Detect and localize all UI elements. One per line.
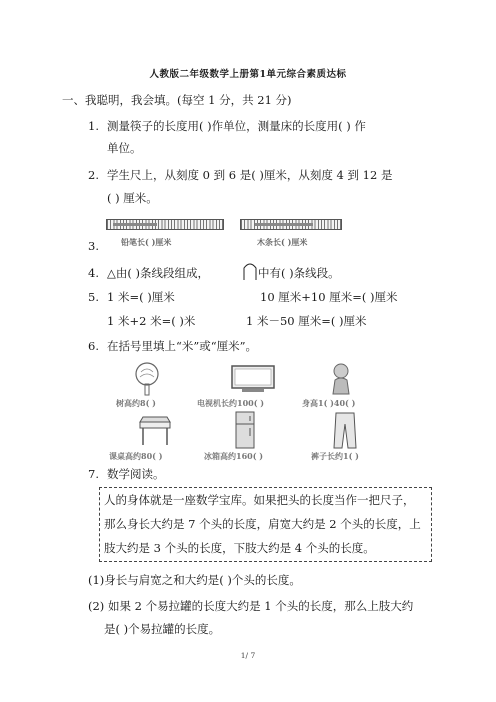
reading-passage-line: 肢大约是 3 个头的长度，下肢大约是 4 个头的长度。 [104,541,375,555]
arch-shape-icon [242,261,258,281]
page-number: 1/ 7 [240,651,256,660]
reading-passage-box [99,487,432,562]
pants-image [332,410,358,450]
question-7-sub-2-line-2: 是( )个易拉罐的长度。 [104,622,221,636]
question-5-item-a: 1 米=( )厘米 [107,290,175,304]
question-number: 3. [88,239,99,253]
question-4-triangle-text: △由( )条线段组成， [107,266,209,280]
question-number: 6. [88,339,99,353]
tv-length-label: 电视机长约100( ) [197,398,265,408]
pencil-length-label: 铅笔长( )厘米 [121,237,172,247]
question-6-text: 在括号里填上“米”或“厘米”。 [107,339,258,353]
desk-image [137,413,173,447]
pants-length-label: 裤子长约1( ) [311,451,359,461]
tv-image [230,364,276,394]
fridge-height-label: 冰箱高约160( ) [204,451,264,461]
wood-length-label: 木条长( )厘米 [257,237,308,247]
fridge-image [233,410,257,450]
question-4-shape-text: 中有( )条线段。 [258,266,340,280]
question-number: 5. [88,290,99,304]
question-5-item-d: 1 米－50 厘米=( )厘米 [246,314,367,328]
question-1-line-2: 单位。 [107,141,142,155]
question-2-line-2: ( ) 厘米。 [107,191,158,205]
section-heading: 一、我聪明，我会填。(每空 1 分，共 21 分) [62,93,292,107]
question-1-line-1: 测量筷子的长度用( )作单位，测量床的长度用( ) 作 [107,119,366,133]
document-title: 人教版二年级数学上册第1单元综合素质达标 [149,69,347,80]
pencil-image [113,223,157,226]
reading-passage-line: 人的身体就是一座数学宝库。如果把头的长度当作一把尺子， [104,493,415,507]
question-number: 7. [88,467,99,481]
question-7-text: 数学阅读。 [107,467,165,481]
question-7-sub-1: (1)身长与肩宽之和大约是( )个头的长度。 [88,573,301,587]
reading-passage-line: 那么身长大约是 7 个头的长度，肩宽大约是 2 个头的长度，上 [104,517,421,531]
question-5-item-c: 1 米+2 米=( )米 [107,314,196,328]
person-height-label: 身高1( )40( ) [302,398,356,408]
question-number: 2. [88,168,99,182]
wood-strip-image [255,223,313,226]
tree-image [133,362,161,396]
question-5-item-b: 10 厘米+10 厘米=( )厘米 [260,290,398,304]
question-2-line-1: 学生尺上，从刻度 0 到 6 是( )厘米，从刻度 4 到 12 是 [107,168,393,182]
question-number: 1. [88,119,99,133]
question-number: 4. [88,266,99,280]
child-image [327,362,355,396]
tree-height-label: 树高约8( ) [116,398,156,408]
desk-height-label: 课桌高约80( ) [109,451,163,461]
question-7-sub-2-line-1: (2) 如果 2 个易拉罐的长度大约是 1 个头的长度，那么上肢大约 [88,599,414,613]
